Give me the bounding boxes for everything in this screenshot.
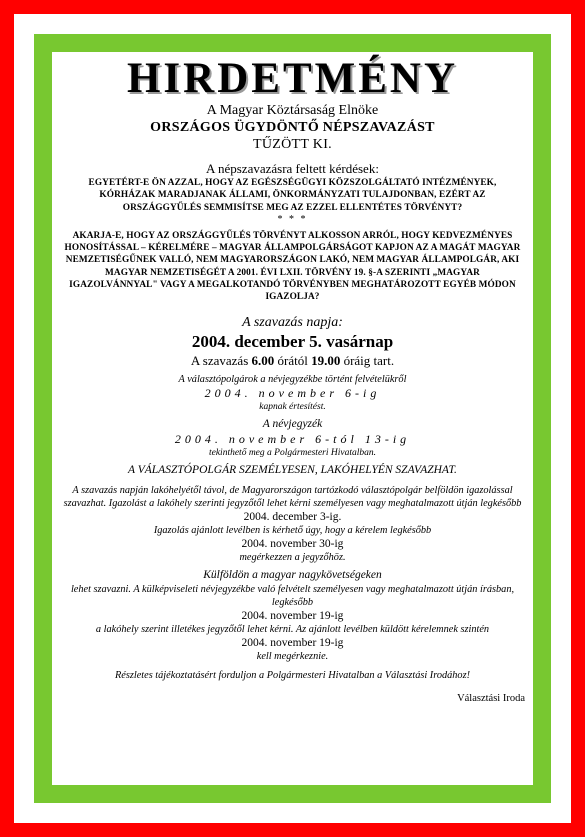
info-line: Részletes tájékoztatásért forduljon a Polgármesteri Hivatalban a Választási Irodához! bbox=[114, 669, 471, 681]
intro-line-3: TŰZÖTT KI. bbox=[253, 137, 332, 152]
signature: Választási Iroda bbox=[457, 692, 525, 704]
abroad-text-3: kell megérkeznie. bbox=[256, 650, 329, 662]
certificate-date-2: 2004. november 30-ig bbox=[241, 537, 344, 550]
question-2: AKARJA-E, HOGY AZ ORSZÁGGYŰLÉS TÖRVÉNYT ALKOSSON ARRÓL, HOGY KEDVEZMÉNYES HONOSÍTÁSSAL – KÉRELMÉRE – MAGYAR ÁLLAMPOLGÁRSÁGOT KAPJON AZ A MAGÁT MAGYAR NEMZETISÉGŰNEK VALLÓ, NEM MAGYARORSZÁGON LAKÓ, NEM MAGYAR ÁLLAMPOLGÁR, AKI MAGYAR NEMZETISÉGÉT A 2001. ÉVI LXII. TÖRVÉNY 19. §-A SZERINTI „MAGYAR IGAZOLVÁNNYAL" VAGY A MEGALKOTANDÓ TÖRVÉNYBEN MEGHATÁROZOTT EGYÉB MÓDON IGAZOLJA? bbox=[64, 230, 521, 303]
certificate-text-3: megérkezzen a jegyzőhöz. bbox=[239, 551, 346, 563]
notice-line-1: A választópolgárok a névjegyzékbe történt felvételükről bbox=[178, 373, 407, 385]
notice-line-2: kapnak értesítést. bbox=[259, 401, 326, 412]
question-separator: * * * bbox=[277, 213, 308, 225]
vote-time-suffix: óráig tart. bbox=[340, 352, 395, 368]
notice-date: 2004. november 6-ig bbox=[204, 385, 381, 400]
abroad-date-1: 2004. november 19-ig bbox=[241, 609, 344, 622]
intro-line-1: A Magyar Köztársaság Elnöke bbox=[206, 103, 379, 118]
question-1: EGYETÉRT-E ÖN AZZAL, HOGY AZ EGÉSZSÉGÜGYI KÖZSZOLGÁLTATÓ INTÉZMÉNYEK, KÓRHÁZAK MARADJANAK ÁLLAMI, ÖNKORMÁNYZATI TULAJDONBAN, EZÉRT AZ ORSZÁGGYŰLÉS SEMMISÍTSE MEG AZ EZZEL ELLENTÉTES TÖRVÉNYT? bbox=[88, 178, 497, 213]
certificate-date-1: 2004. december 3-ig. bbox=[243, 510, 342, 523]
abroad-text: lehet szavazni. A külképviseleti névjegyzékbe való felvételt személyesen vagy meghatalmazott útján írásban, legkésőbb bbox=[70, 583, 515, 608]
certificate-text: A szavazás napján lakóhelyétől távol, de Magyarországon tartózkodó választópolgár belföldön igazolással szavazhat. Igazolást a lakóhely szerinti jegyzőtől lehet kérni személyesen vagy meghatalmazott útján legkésőbb bbox=[63, 484, 522, 509]
vote-heading: A szavazás napja: bbox=[242, 314, 343, 330]
vote-time-to: 19.00 bbox=[311, 352, 341, 368]
vote-time-prefix: A szavazás bbox=[190, 352, 252, 368]
vote-time-from: 6.00 bbox=[251, 352, 275, 368]
abroad-heading: Külföldön a magyar nagykövetségeken bbox=[203, 568, 382, 581]
page-title: HIRDETMÉNY bbox=[126, 55, 459, 102]
certificate-text-2: Igazolás ajánlott levélben is kérhető úgy, hogy a kérelem legkésőbb bbox=[153, 524, 432, 536]
vote-time bbox=[58, 352, 527, 369]
questions-heading: A népszavazásra feltett kérdések: bbox=[206, 161, 379, 176]
vote-date: 2004. december 5. vasárnap bbox=[191, 331, 394, 351]
announcement-body bbox=[52, 52, 533, 785]
register-dates: 2004. november 6-tól 13-ig bbox=[174, 431, 411, 446]
intro-line-2: ORSZÁGOS ÜGYDÖNTŐ NÉPSZAVAZÁST bbox=[150, 120, 435, 135]
abroad-text-2: a lakóhely szerint illetékes jegyzőtől lehet kérni. Az ajánlott levélben küldött kérelemnek szintén bbox=[95, 623, 490, 635]
in-person-notice: A VÁLASZTÓPOLGÁR SZEMÉLYESEN, LAKÓHELYÉN SZAVAZHAT. bbox=[128, 463, 457, 476]
register-line: tekinthető meg a Polgármesteri Hivatalban. bbox=[208, 447, 376, 458]
abroad-date-2: 2004. november 19-ig bbox=[241, 636, 344, 649]
register-heading: A névjegyzék bbox=[262, 417, 323, 430]
vote-time-middle: órától bbox=[274, 352, 312, 368]
